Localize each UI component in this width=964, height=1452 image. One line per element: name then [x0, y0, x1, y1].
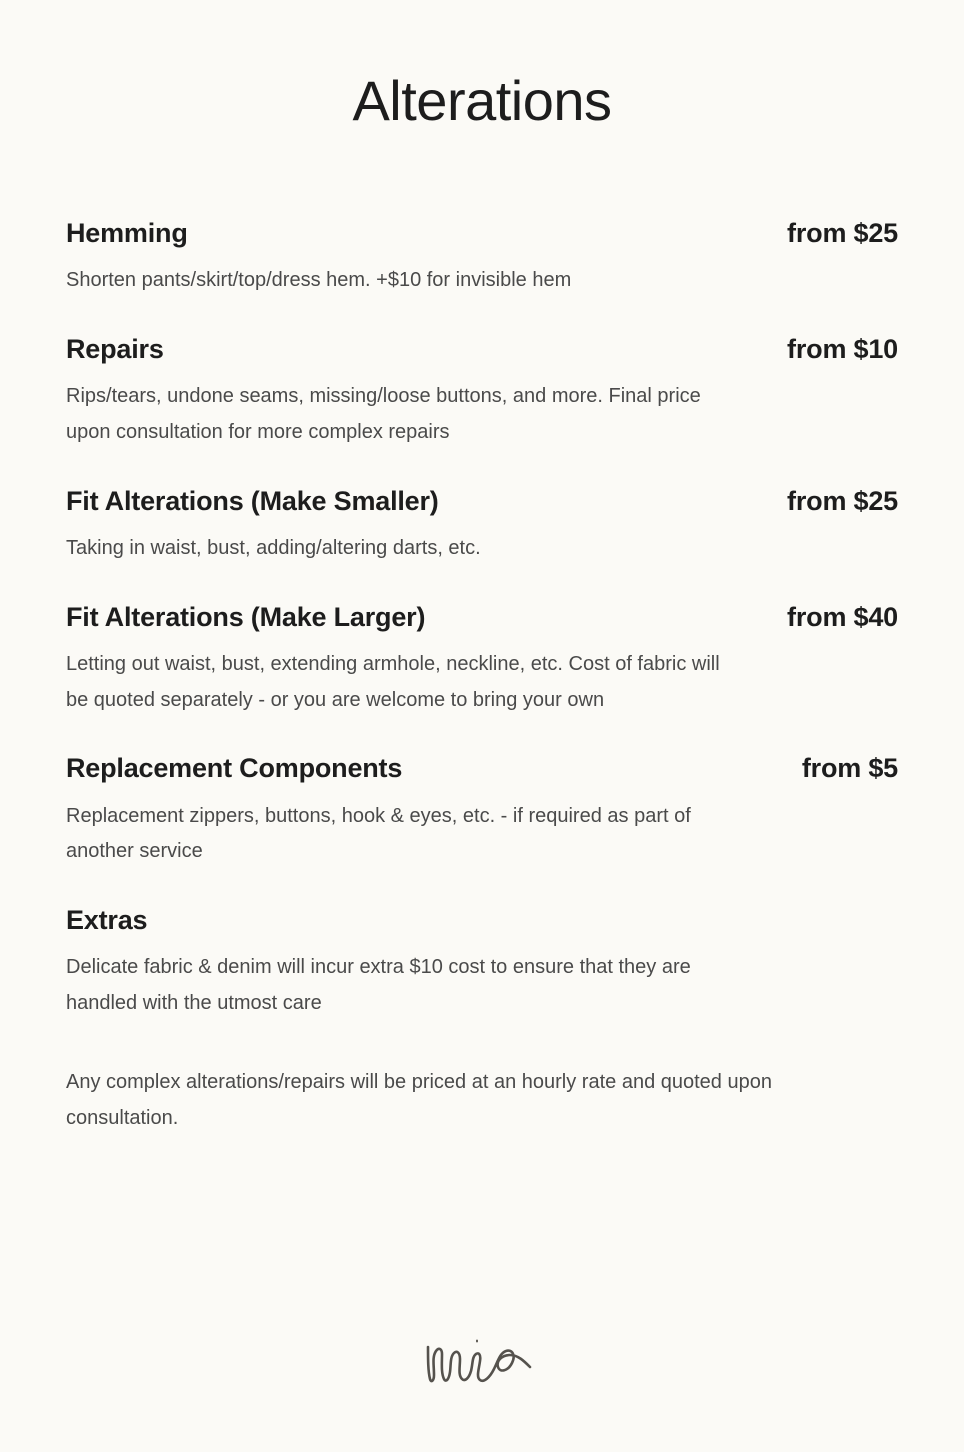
service-item-fit-alterations-smaller — [66, 485, 898, 567]
signature-icon — [412, 1327, 552, 1397]
brand-signature — [0, 1327, 964, 1402]
service-description: Rips/tears, undone seams, missing/loose buttons, and more. Final price upon consultation for more complex repairs — [66, 385, 701, 443]
service-description: Taking in waist, bust, adding/altering darts, etc. — [66, 536, 481, 559]
page-title: Alterations — [352, 69, 612, 132]
service-name: Fit Alterations (Make Larger) — [66, 601, 426, 632]
service-item-replacement-components — [66, 752, 898, 870]
service-item-extras — [66, 904, 898, 1022]
service-header — [66, 485, 898, 517]
service-price: from $25 — [787, 218, 898, 248]
service-item-hemming — [66, 217, 898, 299]
footer-note: Any complex alterations/repairs will be priced at an hourly rate and quoted upon consultation. — [66, 1071, 772, 1129]
service-price: from $25 — [787, 485, 898, 516]
service-name: Extras — [66, 904, 148, 935]
service-header — [66, 601, 898, 633]
service-description: Shorten pants/skirt/top/dress hem. +$10 for invisible hem — [66, 269, 572, 292]
service-name: Repairs — [66, 333, 164, 364]
service-list — [66, 217, 898, 1021]
service-name: Hemming — [66, 218, 188, 248]
service-name: Fit Alterations (Make Smaller) — [66, 485, 439, 516]
service-price: from $5 — [801, 753, 898, 784]
service-price: from $40 — [787, 601, 898, 632]
service-item-fit-alterations-larger — [66, 601, 898, 719]
service-header — [66, 752, 898, 784]
service-name: Replacement Components — [66, 753, 403, 784]
service-item-repairs — [66, 333, 898, 451]
service-price: from $10 — [787, 333, 898, 364]
service-header — [66, 904, 898, 936]
service-header — [66, 217, 898, 249]
service-description: Delicate fabric & denim will incur extra $10 cost to ensure that they are handled with the utmost care — [66, 956, 691, 1014]
service-description: Replacement zippers, buttons, hook & eyes, etc. - if required as part of another service — [66, 804, 691, 863]
service-header — [66, 333, 898, 365]
service-description: Letting out waist, bust, extending armhole, neckline, etc. Cost of fabric will be quoted separately - or you are welcome to bring your own — [66, 652, 720, 711]
